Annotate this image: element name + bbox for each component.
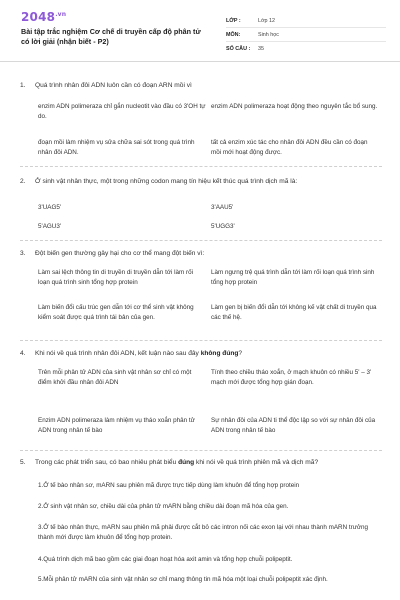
question-emphasis: đúng [178,459,195,466]
meta-value: 35 [258,46,264,52]
option-d[interactable]: 5'UGG3' [211,223,235,230]
question-4 [20,349,382,358]
question-text: Ở sinh vật nhân thực, một trong những codon mang tín hiệu kết thúc quá trình dịch mã là: [35,178,298,185]
meta-row-class [226,14,386,28]
meta-row-count [226,42,386,56]
option-c[interactable]: đoạn mồi làm nhiệm vụ sửa chữa sai sót trong quá trình nhân đôi ADN. [38,139,195,156]
divider [20,240,382,241]
question-number: 5. [20,459,26,466]
question-emphasis: không đúng [200,350,239,357]
question-stem [20,458,382,467]
meta-value: Sinh học [258,31,279,38]
question-stem [20,81,382,90]
statement-3: 3.Ở tế bào nhân thực, mARN sau phiên mã phải được cắt bỏ các intron nối các exon lại với nhau thành mARN trưởng thành mới được làm khuôn để tổng hợp protein. [38,524,369,541]
question-text: Quá trình nhân đôi ADN luôn cần có đoạn ARN mồi vì [35,82,192,89]
option-b[interactable]: enzim ADN polimeraza hoạt động theo nguyên tắc bổ sung. [211,103,378,110]
question-stem [20,249,382,258]
question-number: 2. [20,178,26,185]
option-a[interactable]: enzim ADN polimeraza chỉ gắn nucleotit vào đầu có 3'OH tự do. [38,103,206,120]
divider [20,340,382,341]
option-d[interactable]: Làm gen bị biến đổi dẫn tới không kế vật chất di truyền qua các thế hệ. [211,304,377,321]
question-text: Trong các phát triển sau, có bao nhiêu phát biểu [35,459,179,466]
option-d[interactable]: tất cả enzim xúc tác cho nhân đôi ADN đều cần có đoạn mồi mới hoạt động được. [211,139,368,156]
option-b[interactable]: 3'AAU5' [211,204,234,211]
site-logo[interactable] [21,10,66,24]
meta-row-subject [226,28,386,42]
logo-main: 2048 [21,10,56,24]
meta-table [226,14,386,56]
question-number: 4. [20,350,26,357]
question-number: 1. [20,82,26,89]
meta-key: SỐ CÂU : [226,46,251,52]
logo-suffix: .vn [55,11,67,18]
question-3 [20,249,382,258]
statement-1: 1.Ở tế bào nhân sơ, mARN sau phiên mã được trực tiếp dùng làm khuôn để tổng hợp protein [38,482,300,489]
question-stem [20,349,382,358]
option-a[interactable]: Trên mỗi phân tử ADN của sinh vật nhân sơ chỉ có một điểm khởi đầu nhân đôi ADN [38,369,192,386]
meta-key: LỚP : [226,17,241,24]
question-text: Đột biến gen thường gây hại cho cơ thể mang đột biến vì: [35,250,205,257]
question-text-end: khi nói về quá trình phiên mã và dịch mã? [194,459,319,466]
option-d[interactable]: Sự nhân đôi của ADN ti thể độc lập so với sự nhân đôi của ADN trong nhân tế bào [211,417,376,434]
option-b[interactable]: Làm ngưng trệ quá trình dẫn tới làm rối loạn quá trình sinh tổng hợp protein [211,269,375,286]
meta-key: MÔN: [226,31,241,38]
page-header [0,0,400,62]
option-c[interactable]: Làm biến đổi cấu trúc gen dẫn tới cơ thể sinh vật không kiểm soát được quá trình tái bản của gen. [38,304,194,321]
question-5 [20,458,382,467]
statement-2: 2.Ở sinh vật nhân sơ, chiều dài của phân tử mARN bằng chiều dài đoạn mã hóa của gen. [38,503,289,510]
statement-5: 5.Mỗi phân tử mARN của sinh vật nhân sơ chỉ mang thông tin mã hóa một loại chuỗi polipeptit xác định. [38,576,328,583]
question-number: 3. [20,250,26,257]
option-c[interactable]: 5'AGU3' [38,223,62,230]
question-text-end: ? [238,350,243,357]
divider [20,450,382,451]
question-stem [20,177,382,186]
question-text: Khi nói về quá trình nhân đôi ADN, kết luận nào sau đây [35,350,201,357]
divider [20,166,382,167]
statement-4: 4.Quá trình dịch mã bao gồm các giai đoạn hoạt hóa axit amin và tổng hợp chuỗi polipeptit. [38,556,293,563]
page-title: Bài tập trắc nghiệm Cơ chế di truyền cấp độ phân tử có lời giải (nhận biết - P2) [21,27,201,46]
option-c[interactable]: Enzim ADN polimeraza làm nhiệm vụ tháo xoắn phân tử ADN trong nhân tế bào [38,417,195,434]
question-1 [20,81,382,90]
question-2 [20,177,382,186]
option-a[interactable]: Làm sai lệch thông tin di truyền di truyền dẫn tới làm rối loạn quá trình sinh tổng hợp protein [38,269,193,286]
meta-value: Lớp 12 [258,17,276,24]
option-b[interactable]: Tính theo chiều tháo xoắn, ở mạch khuôn có nhiều 5' – 3' mạch mới được tổng hợp gián đoạn. [211,369,372,386]
question-list [0,62,400,600]
option-a[interactable]: 3'UAG5' [38,204,62,211]
